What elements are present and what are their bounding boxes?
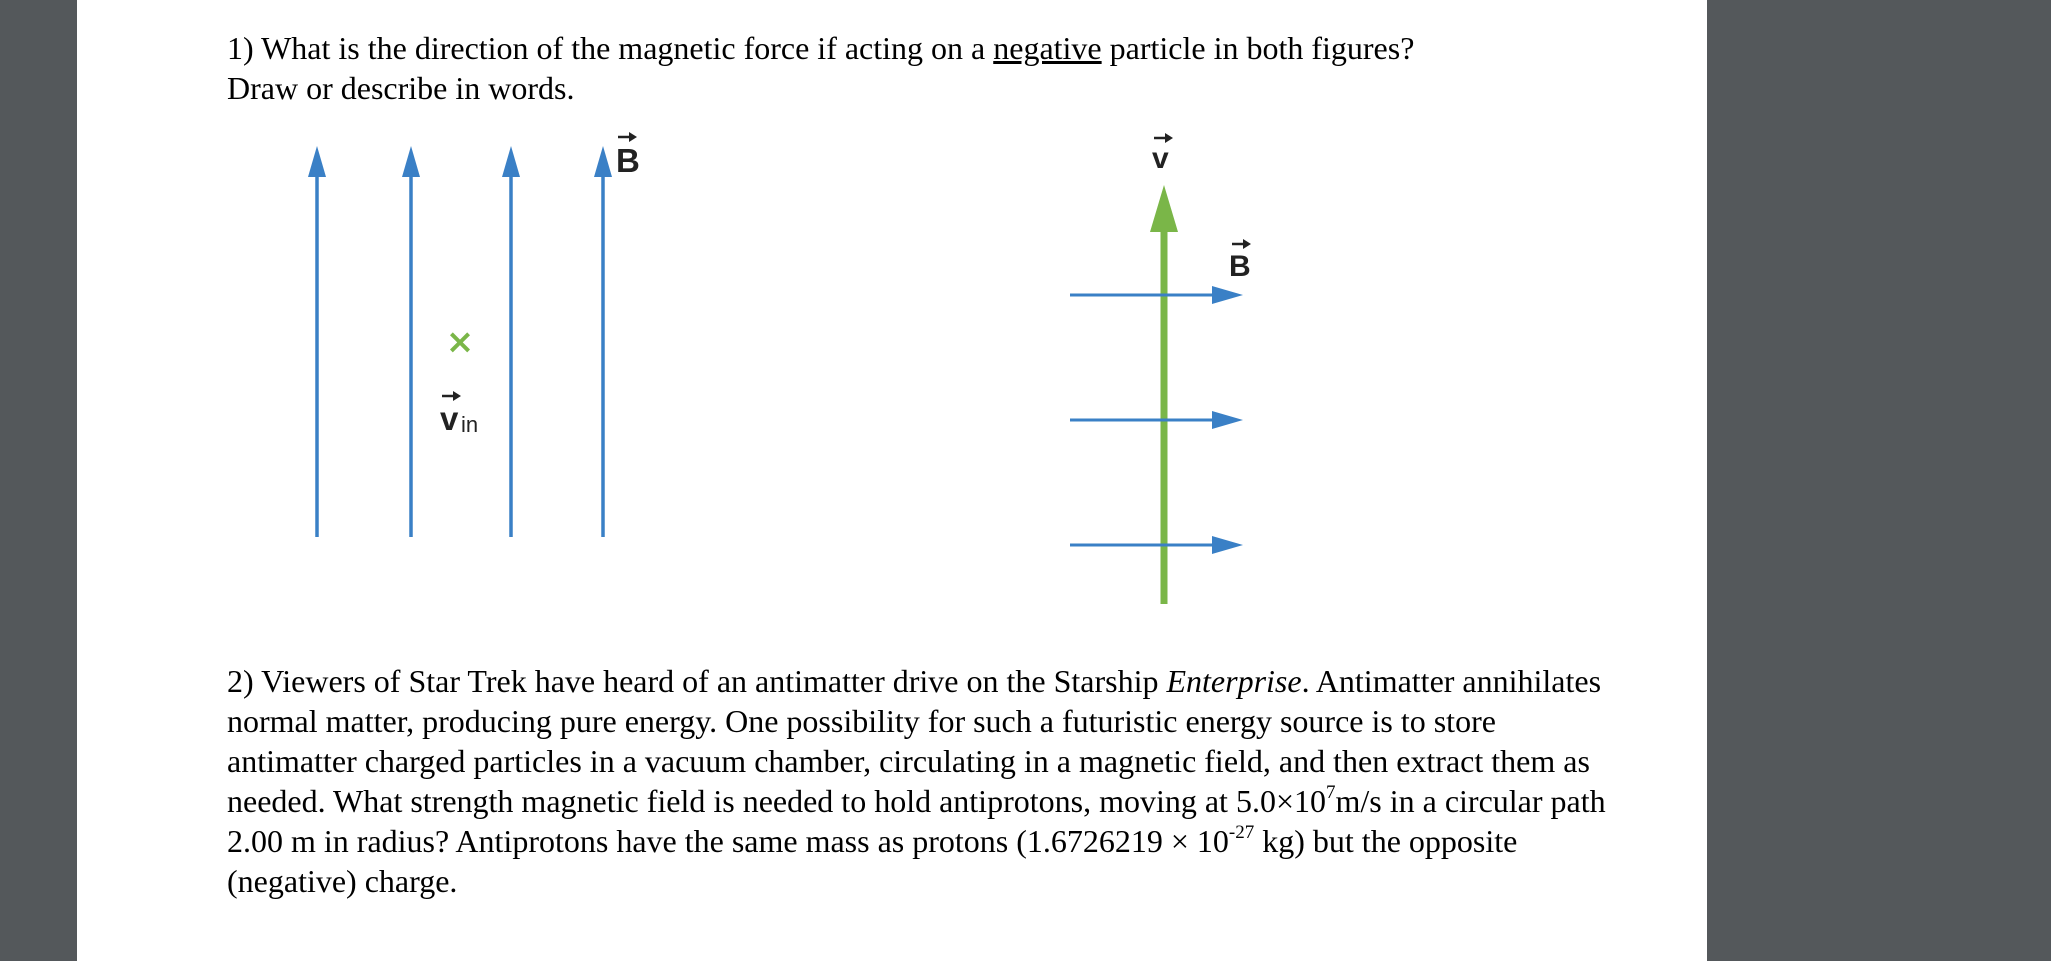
document-page	[77, 0, 1707, 961]
into-page-x-icon: ×	[445, 322, 475, 362]
figures	[77, 0, 1707, 640]
b-field-line	[1070, 411, 1243, 429]
q2-part4: kg) but the opposite (negative) charge.	[227, 823, 1518, 899]
q1-line2: Draw or describe in words.	[227, 70, 575, 106]
q1-suffix: particle in both figures?	[1101, 30, 1415, 66]
v-subscript: in	[461, 412, 479, 437]
q1-underlined-word: negative	[993, 30, 1102, 66]
q2-exponent-1: 7	[1325, 782, 1336, 804]
figure-2	[1070, 133, 1251, 604]
q2-italic: Enterprise	[1166, 663, 1302, 699]
v-label: v	[1152, 142, 1169, 175]
b-field-line	[502, 146, 520, 537]
q2-exponent-2: -27	[1228, 822, 1255, 844]
b-vector-label-fig1	[616, 132, 640, 179]
b-label: B	[616, 142, 640, 179]
velocity-arrow	[1150, 185, 1178, 604]
q2-part2: . Antimatter annihilates normal matter, producing pure energy. One possibility for such a futuristic energy source is to store antimatter charged particles in a vacuum chamber, circulating in a magnetic field, and then extract them as needed. What strength magnetic field is needed to hold antiprotons, moving at 5.0×10	[227, 663, 1602, 819]
q2-part1: 2) Viewers of Star Trek have heard of an antimatter drive on the Starship	[227, 663, 1167, 699]
b-field-line	[1070, 286, 1243, 304]
b-field-line	[1070, 536, 1243, 554]
b-vector-label-fig2	[1229, 239, 1251, 283]
b-label: B	[1229, 250, 1251, 283]
question-2	[227, 661, 1627, 901]
b-field-line	[402, 146, 420, 537]
v-vector-label-fig2	[1152, 133, 1173, 175]
v-in-label	[440, 391, 478, 437]
b-field-line	[308, 146, 326, 537]
b-field-line	[594, 146, 612, 537]
q2-part3: m/s in a circular path 2.00 m in radius? Antiprotons have the same mass as protons (1.6726219 × 10	[227, 783, 1606, 859]
v-label: v	[440, 400, 459, 437]
figure-1	[308, 132, 640, 537]
q1-prefix: 1) What is the direction of the magnetic force if acting on a	[227, 30, 994, 66]
